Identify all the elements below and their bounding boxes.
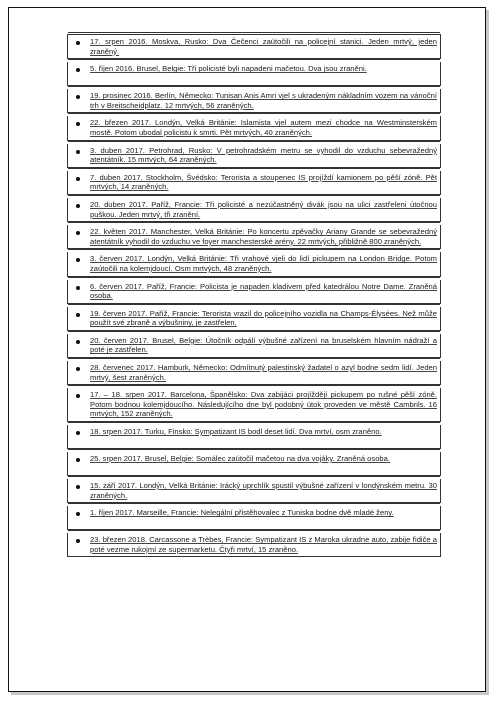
list-item xyxy=(67,62,441,86)
bullet-icon xyxy=(76,41,80,45)
list-item xyxy=(67,280,441,304)
attack-entry-text: 19. červen 2017. Paříž, Francie: Terorista vrazil do policejního vozidla na Champs-Élysées. Než může použít své zbraně a výbušniny, je zastřelen. xyxy=(90,308,437,328)
bullet-icon xyxy=(76,539,80,543)
list-item xyxy=(67,34,441,59)
attack-entry-text: 6. červen 2017. Paříž, Francie: Policista je napaden kladivem před katedrálou Notre Dame. Zraněná osoba. xyxy=(90,281,437,301)
bullet-icon xyxy=(76,431,80,435)
attack-entry-text: 5. říjen 2016. Brusel, Belgie: Tři policisté byli napadeni mačetou. Dva jsou zraněni. xyxy=(90,64,367,74)
list-item xyxy=(67,425,441,449)
attack-entry-text: 23. březen 2018. Carcassone a Trèbes, Francie: Sympatizant IS z Maroka ukradne auto, zabije řidiče a poté vezme rukojmí ze supermarketu. Čtyři mrtví, 15 zraněno. xyxy=(90,535,437,554)
list-item xyxy=(67,388,441,422)
attack-entry-text: 22. březen 2017. Londýn, Velká Británie: Islamista vjel autem mezi chodce na Westminsterském mostě. Potom ubodal policistu k smrti. Pět mrtvých, 40 zraněných. xyxy=(90,118,437,137)
bullet-icon xyxy=(76,485,80,489)
attack-entry-text: 7. duben 2017. Stockholm, Švédsko: Terorista a stoupenec IS projíždí kamionem po pěší zóně. Pět mrtvých, 14 zraněných. xyxy=(90,172,437,192)
list-item xyxy=(67,116,441,140)
bullet-icon xyxy=(76,68,80,72)
attack-entry-text: 20. duben 2017. Paříž, Francie: Tři policisté a nezúčastněný divák jsou na ulici zastřeleni útočnou puškou. Jeden mrtvý, tři zranění. xyxy=(90,199,437,219)
list-item xyxy=(67,533,441,557)
attack-entry-text: 1. říjen 2017. Marseille, Francie: Nelegální přistěhovalec z Tuniska bodne dvě mladé ženy. xyxy=(90,508,394,518)
bullet-icon xyxy=(76,458,80,462)
bullet-icon xyxy=(76,95,80,99)
bullet-icon xyxy=(76,286,80,290)
list-item xyxy=(67,198,441,222)
attack-entry-text: 17. – 18. srpen 2017. Barcelona, Španělsko: Dva zabijáci projíždějí pickupem po rušné pěší zóně. Potom bodnou kolemjdoucího. Následujícího dne byl podobný útok proveden ve městě Cambrils. 16 mrtvých, 152 zraněných. xyxy=(90,390,437,419)
bullet-icon xyxy=(76,340,80,344)
list-item xyxy=(67,361,441,385)
list-item xyxy=(67,225,441,249)
list-item xyxy=(67,506,441,530)
bullet-icon xyxy=(76,150,80,154)
list-item xyxy=(67,479,441,503)
bullet-icon xyxy=(76,258,80,262)
bullet-icon xyxy=(76,122,80,126)
attack-entry-text: 19. prosinec 2016. Berlín, Německo: Tunisan Anis Amri vjel s ukradeným nákladním vozem na vánoční trh v Breitscheidplatz. 12 mrtvých, 56 zraněných. xyxy=(90,91,437,110)
bullet-icon xyxy=(76,231,80,235)
attack-entry-text: 17. srpen 2016. Moskva, Rusko: Dva Čečenci zaútočili na policejní stanici. Jeden mrtvý, jeden zraněný. xyxy=(90,37,437,56)
attack-list xyxy=(67,34,441,560)
list-item xyxy=(67,89,441,113)
attack-entry-text: 28. červenec 2017. Hamburk, Německo: Odmítnutý palestinský žadatel o azyl bodne sedm lidí. Jeden mrtvý, šest zraněných. xyxy=(90,363,437,382)
list-item xyxy=(67,144,441,168)
attack-entry-text: 15. září 2017. Londýn, Velká Británie: Irácký uprchlík spustil výbušné zařízení v londýnském metru. 30 zraněných. xyxy=(90,481,437,500)
attack-entry-text: 3. červen 2017. Londýn, Velká Británie: Tři vrahové vjeli do lidí pickupem na London Bridge. Potom zaútočili na kolemjdoucí. Osm mrtvých, 48 zraněných. xyxy=(90,254,437,273)
bullet-icon xyxy=(76,177,80,181)
bullet-icon xyxy=(76,367,80,371)
bullet-icon xyxy=(76,313,80,317)
attack-entry-text: 20. červen 2017. Brusel, Belgie: Útočník odpálí výbušné zařízení na bruselském hlavním nádraží a poté je zastřelen. xyxy=(90,335,437,355)
bullet-icon xyxy=(76,394,80,398)
list-item xyxy=(67,252,441,276)
attack-entry-text: 25. srpen 2017. Brusel, Belgie: Somálec zaútočil mačetou na dva vojáky. Zraněná osoba. xyxy=(90,454,390,464)
list-item xyxy=(67,307,441,331)
list-item xyxy=(67,334,441,358)
bullet-icon xyxy=(76,204,80,208)
attack-entry-text: 18. srpen 2017. Turku, Finsko: Sympatizant IS bodl deset lidí. Dva mrtví, osm zraněno. xyxy=(90,427,382,437)
attack-entry-text: 22. květen 2017. Manchester, Velká Británie: Po koncertu zpěvačky Ariany Grande se sebevražedný atentátník vyhodil do vzduchu ve foyer manchesterské arény. 22 mrtvých, přibližně 800 zraněných. xyxy=(90,227,437,246)
attack-entry-text: 3. duben 2017. Petrohrad, Rusko: V petrohradském metru se vyhodil do vzduchu sebevražedný atentátník. 15 mrtvých, 64 zraněných. xyxy=(90,145,437,165)
list-item xyxy=(67,452,441,476)
list-item xyxy=(67,171,441,195)
bullet-icon xyxy=(76,512,80,516)
